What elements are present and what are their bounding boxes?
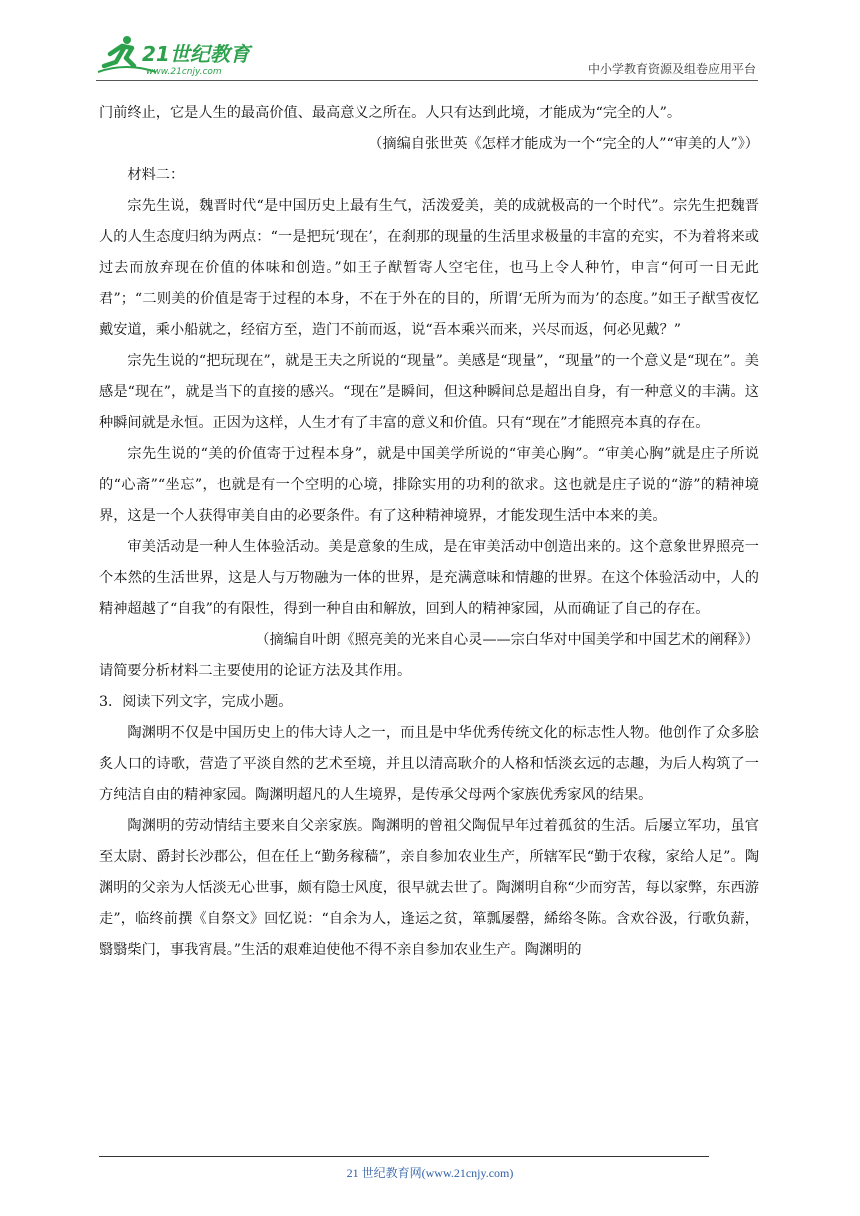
header-divider (96, 80, 758, 81)
paragraph: 陶渊明的劳动情结主要来自父亲家族。陶渊明的曾祖父陶侃早年过着孤贫的生活。后屡立军功，虽官至太尉、爵封长沙郡公，但在任上“勤务稼穑”，亲自参加农业生产，所辖军民“勤于农稼，家给人足”。陶渊明的父亲为人恬淡无心世事，颇有隐士风度，很早就去世了。陶渊明自称“少而穷苦，每以家弊，东西游走”，临终前撰《自祭文》回忆说：“自余为人，逢运之贫，箪瓢屡罄，絺绤冬陈。含欢谷汲，行歌负薪，翳翳柴门，事我宵晨。”生活的艰难迫使他不得不亲自参加农业生产。陶渊明的 (99, 818, 760, 958)
paragraph: 宗先生说的“把玩现在”，就是王夫之所说的“现量”。美感是“现量”，“现量”的一个意义是“现在”。美感是“现在”，就是当下的直接的感兴。“现在”是瞬间，但这种瞬间总是超出自身，有一种意义的丰满。这种瞬间就是永恒。正因为这样，人生才有了丰富的意义和价值。只有“现在”才能照亮本真的存在。 (99, 353, 759, 431)
source-citation-1: （摘编自张世英《怎样才能成为一个“完全的人”“审美的人”》） (368, 136, 759, 152)
logo-url: www.21cnjy.com (146, 67, 222, 77)
logo-21cnjy (96, 32, 266, 78)
platform-title: 中小学教育资源及组卷应用平台 (587, 62, 756, 76)
paragraph: 审美活动是一种人生体验活动。美是意象的生成，是在审美活动中创造出来的。这个意象世界照亮一个本然的生活世界，这是人与万物融为一体的世界，是充满意味和情趣的世界。在这个体验活动中，人的精神超越了“自我”的有限性，得到一种自由和解放，回到人的精神家园，从而确证了自己的存在。 (99, 539, 759, 617)
paragraph-continuation: 门前终止，它是人生的最高价值、最高意义之所在。人只有达到此境，才能成为“完全的人”。 (99, 105, 682, 121)
question-prompt: 请简要分析材料二主要使用的论证方法及其作用。 (99, 663, 412, 679)
footer-divider (99, 1156, 709, 1157)
section-heading-material-2: 材料二： (127, 167, 185, 183)
page-footer: 21 世纪教育网(www.21cnjy.com) (346, 1166, 514, 1180)
source-citation-2: （摘编自叶朗《照亮美的光来自心灵——宗白华对中国美学和中国艺术的阐释》） (255, 632, 759, 648)
document-body (99, 98, 759, 966)
question-3-heading: 3．阅读下列文字，完成小题。 (99, 694, 293, 710)
paragraph: 宗先生说的“美的价值寄于过程本身”，就是中国美学所说的“审美心胸”。“审美心胸”就是庄子所说的“心斋”“坐忘”，也就是有一个空明的心境，排除实用的功利的欲求。这也就是庄子说的“游”的精神境界，这是一个人获得审美自由的必要条件。有了这种精神境界，才能发现生活中本来的美。 (99, 446, 759, 524)
page-header (96, 30, 756, 82)
paragraph: 宗先生说，魏晋时代“是中国历史上最有生气，活泼爱美，美的成就极高的一个时代”。宗先生把魏晋人的人生态度归纳为两点：“一是把玩‘现在’，在刹那的现量的生活里求极量的丰富的充实，不为着将来或过去而放弃现在价值的体味和创造。”如王子猷暂寄人空宅住，也马上令人种竹，申言“何可一日无此君”；“二则美的价值是寄于过程的本身，不在于外在的目的，所谓‘无所为而为’的态度。”如王子猷雪夜忆戴安道，乘小船就之，经宿方至，造门不前而返，说“吾本乘兴而来，兴尽而返，何必见戴？” (99, 198, 759, 338)
logo-text: 21世纪教育 (142, 42, 250, 66)
paragraph: 陶渊明不仅是中国历史上的伟大诗人之一，而且是中华优秀传统文化的标志性人物。他创作了众多脍炙人口的诗歌，营造了平淡自然的艺术至境，并且以清高耿介的人格和恬淡玄远的志趣，为后人构筑了一方纯洁自由的精神家园。陶渊明超凡的人生境界，是传承父母两个家族优秀家风的结果。 (99, 725, 759, 803)
